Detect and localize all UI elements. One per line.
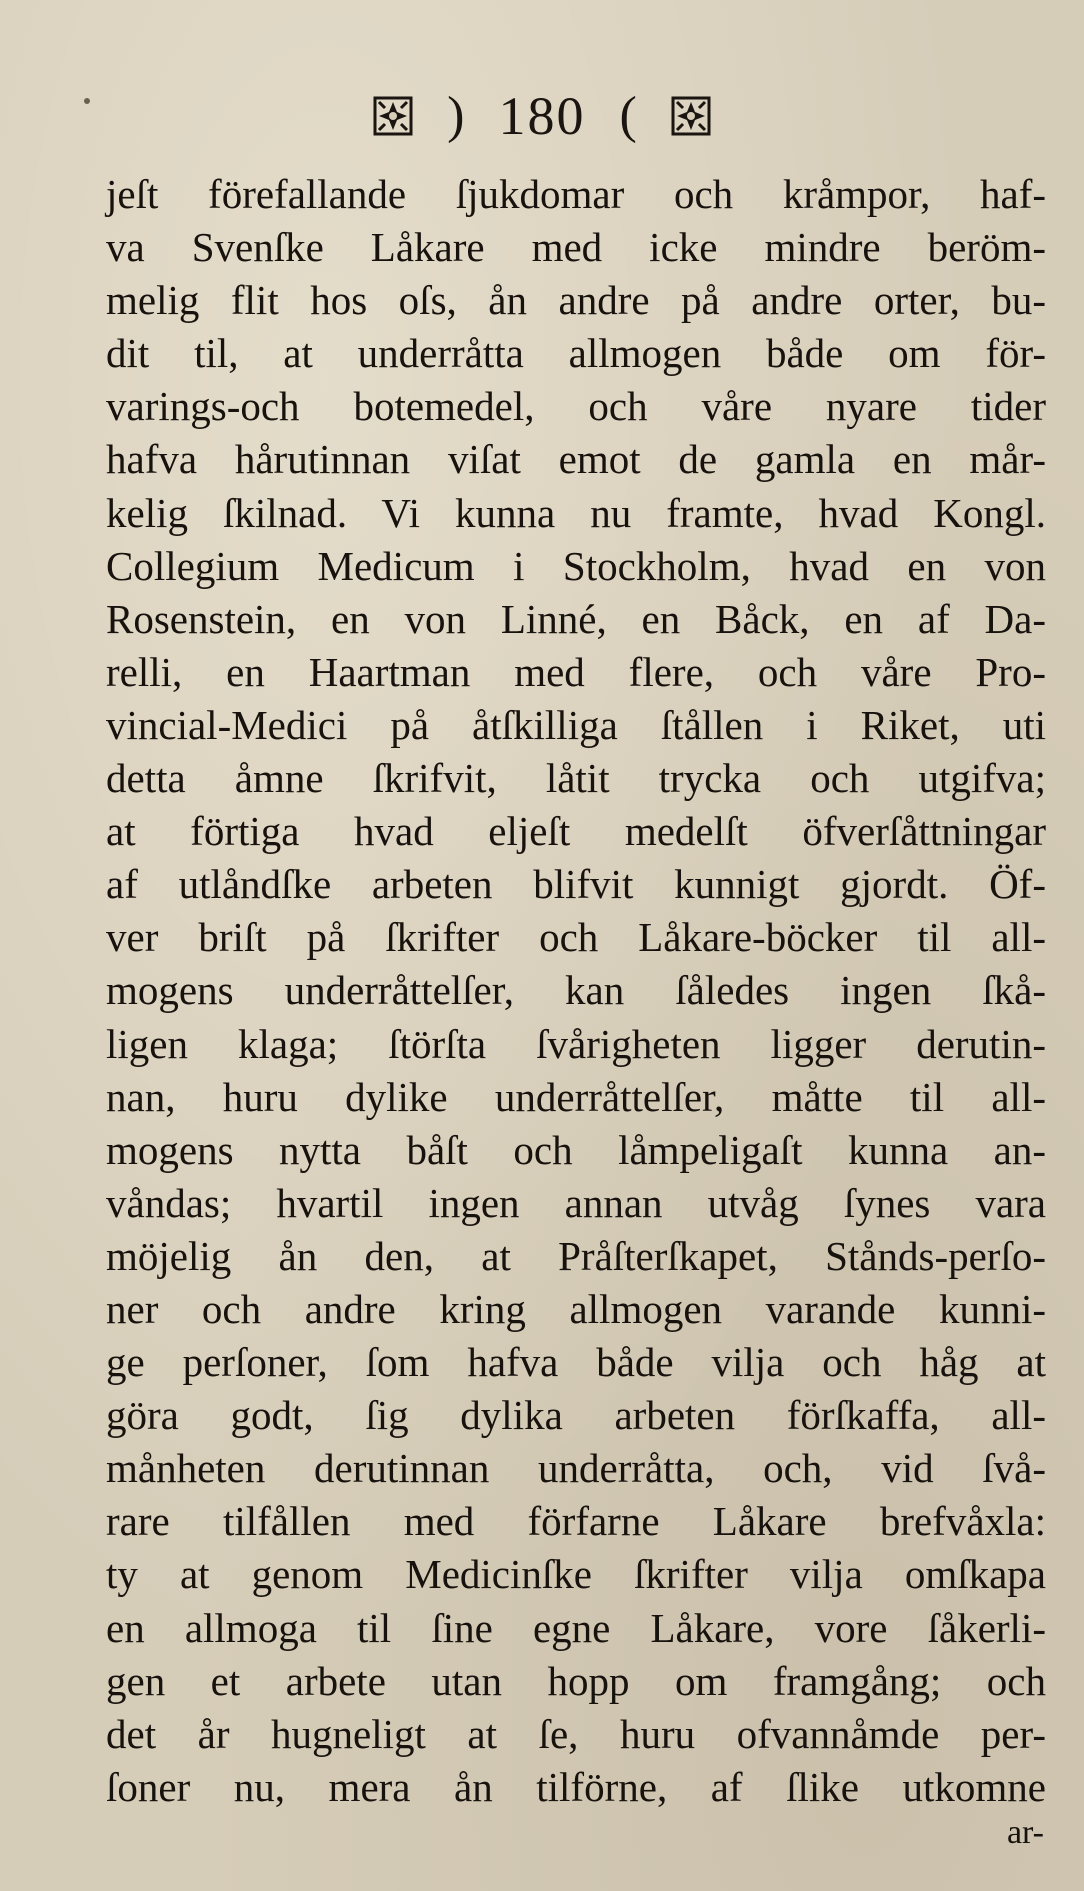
text-line: en allmoga til ſine egne Låkare, vore ſåkerli- xyxy=(106,1604,1046,1651)
text-line: Rosenstein, en von Linné, en Båck, en af Da- xyxy=(106,595,1046,642)
text-line: det år hugneligt at ſe, huru ofvannåmde per- xyxy=(106,1710,1046,1757)
text-line: ſoner nu, mera ån tilförne, af ſlike utkomne xyxy=(106,1763,1046,1810)
text-line: månheten derutinnan underråtta, och, vid ſvå- xyxy=(106,1445,1046,1492)
text-line: af utlåndſke arbeten blifvit kunnigt gjordt. Öf- xyxy=(106,861,1046,908)
left-fleuron-icon xyxy=(373,96,413,136)
text-line: hafva hårutinnan viſat emot de gamla en mår- xyxy=(106,436,1046,483)
text-line: Collegium Medicum i Stockholm, hvad en von xyxy=(106,542,1046,589)
text-line: ner och andre kring allmogen varande kunni- xyxy=(106,1285,1046,1332)
text-line: dit til, at underråtta allmogen både om för- xyxy=(106,330,1046,377)
page-number: 180 xyxy=(498,86,586,146)
text-line: göra godt, ſig dylika arbeten förſkaffa, all- xyxy=(106,1392,1046,1439)
text-line: at förtiga hvad eljeſt medelſt öfverſåttningar xyxy=(106,808,1046,855)
text-line: mogens nytta båſt och låmpeligaſt kunna an- xyxy=(106,1126,1046,1173)
text-line: rare tilfållen med förfarne Låkare brefvåxla: xyxy=(106,1498,1046,1545)
text-line: mogens underråttelſer, kan ſåledes ingen ſkå- xyxy=(106,967,1046,1014)
text-line: relli, en Haartman med flere, och våre Pro- xyxy=(106,648,1046,695)
right-parenthesis: ( xyxy=(619,87,637,144)
page-header xyxy=(0,80,1084,152)
left-parenthesis: ) xyxy=(447,87,465,144)
text-line: vincial-Medici på åtſkilliga ſtållen i Riket, uti xyxy=(106,701,1046,748)
text-line: ver briſt på ſkrifter och Låkare-böcker til all- xyxy=(106,914,1046,961)
right-fleuron-icon xyxy=(671,96,711,136)
text-line: ligen klaga; ſtörſta ſvårigheten ligger derutin- xyxy=(106,1020,1046,1067)
text-line: varings-och botemedel, och våre nyare tider xyxy=(106,383,1046,430)
text-line: ty at genom Medicinſke ſkrifter vilja omſkapa xyxy=(106,1551,1046,1598)
text-line: möjelig ån den, at Pråſterſkapet, Stånds-perſo- xyxy=(106,1232,1046,1279)
text-line: jeſt förefallande ſjukdomar och kråmpor, haf- xyxy=(106,171,1046,217)
text-line: va Svenſke Låkare med icke mindre beröm- xyxy=(106,224,1046,271)
text-line: våndas; hvartil ingen annan utvåg ſynes vara xyxy=(106,1179,1046,1226)
text-line: detta åmne ſkrifvit, låtit trycka och utgifva; xyxy=(106,755,1046,802)
text-line: gen et arbete utan hopp om framgång; och xyxy=(106,1657,1046,1704)
catchword: ar- xyxy=(1006,1814,1044,1851)
text-line: kelig ſkilnad. Vi kunna nu framte, hvad Kongl. xyxy=(106,489,1046,536)
text-line: ge perſoner, ſom hafva både vilja och håg at xyxy=(106,1339,1046,1386)
text-line: melig flit hos oſs, ån andre på andre orter, bu- xyxy=(106,277,1046,324)
text-line: nan, huru dylike underråttelſer, måtte til all- xyxy=(106,1073,1046,1120)
body-text xyxy=(106,168,1046,1814)
